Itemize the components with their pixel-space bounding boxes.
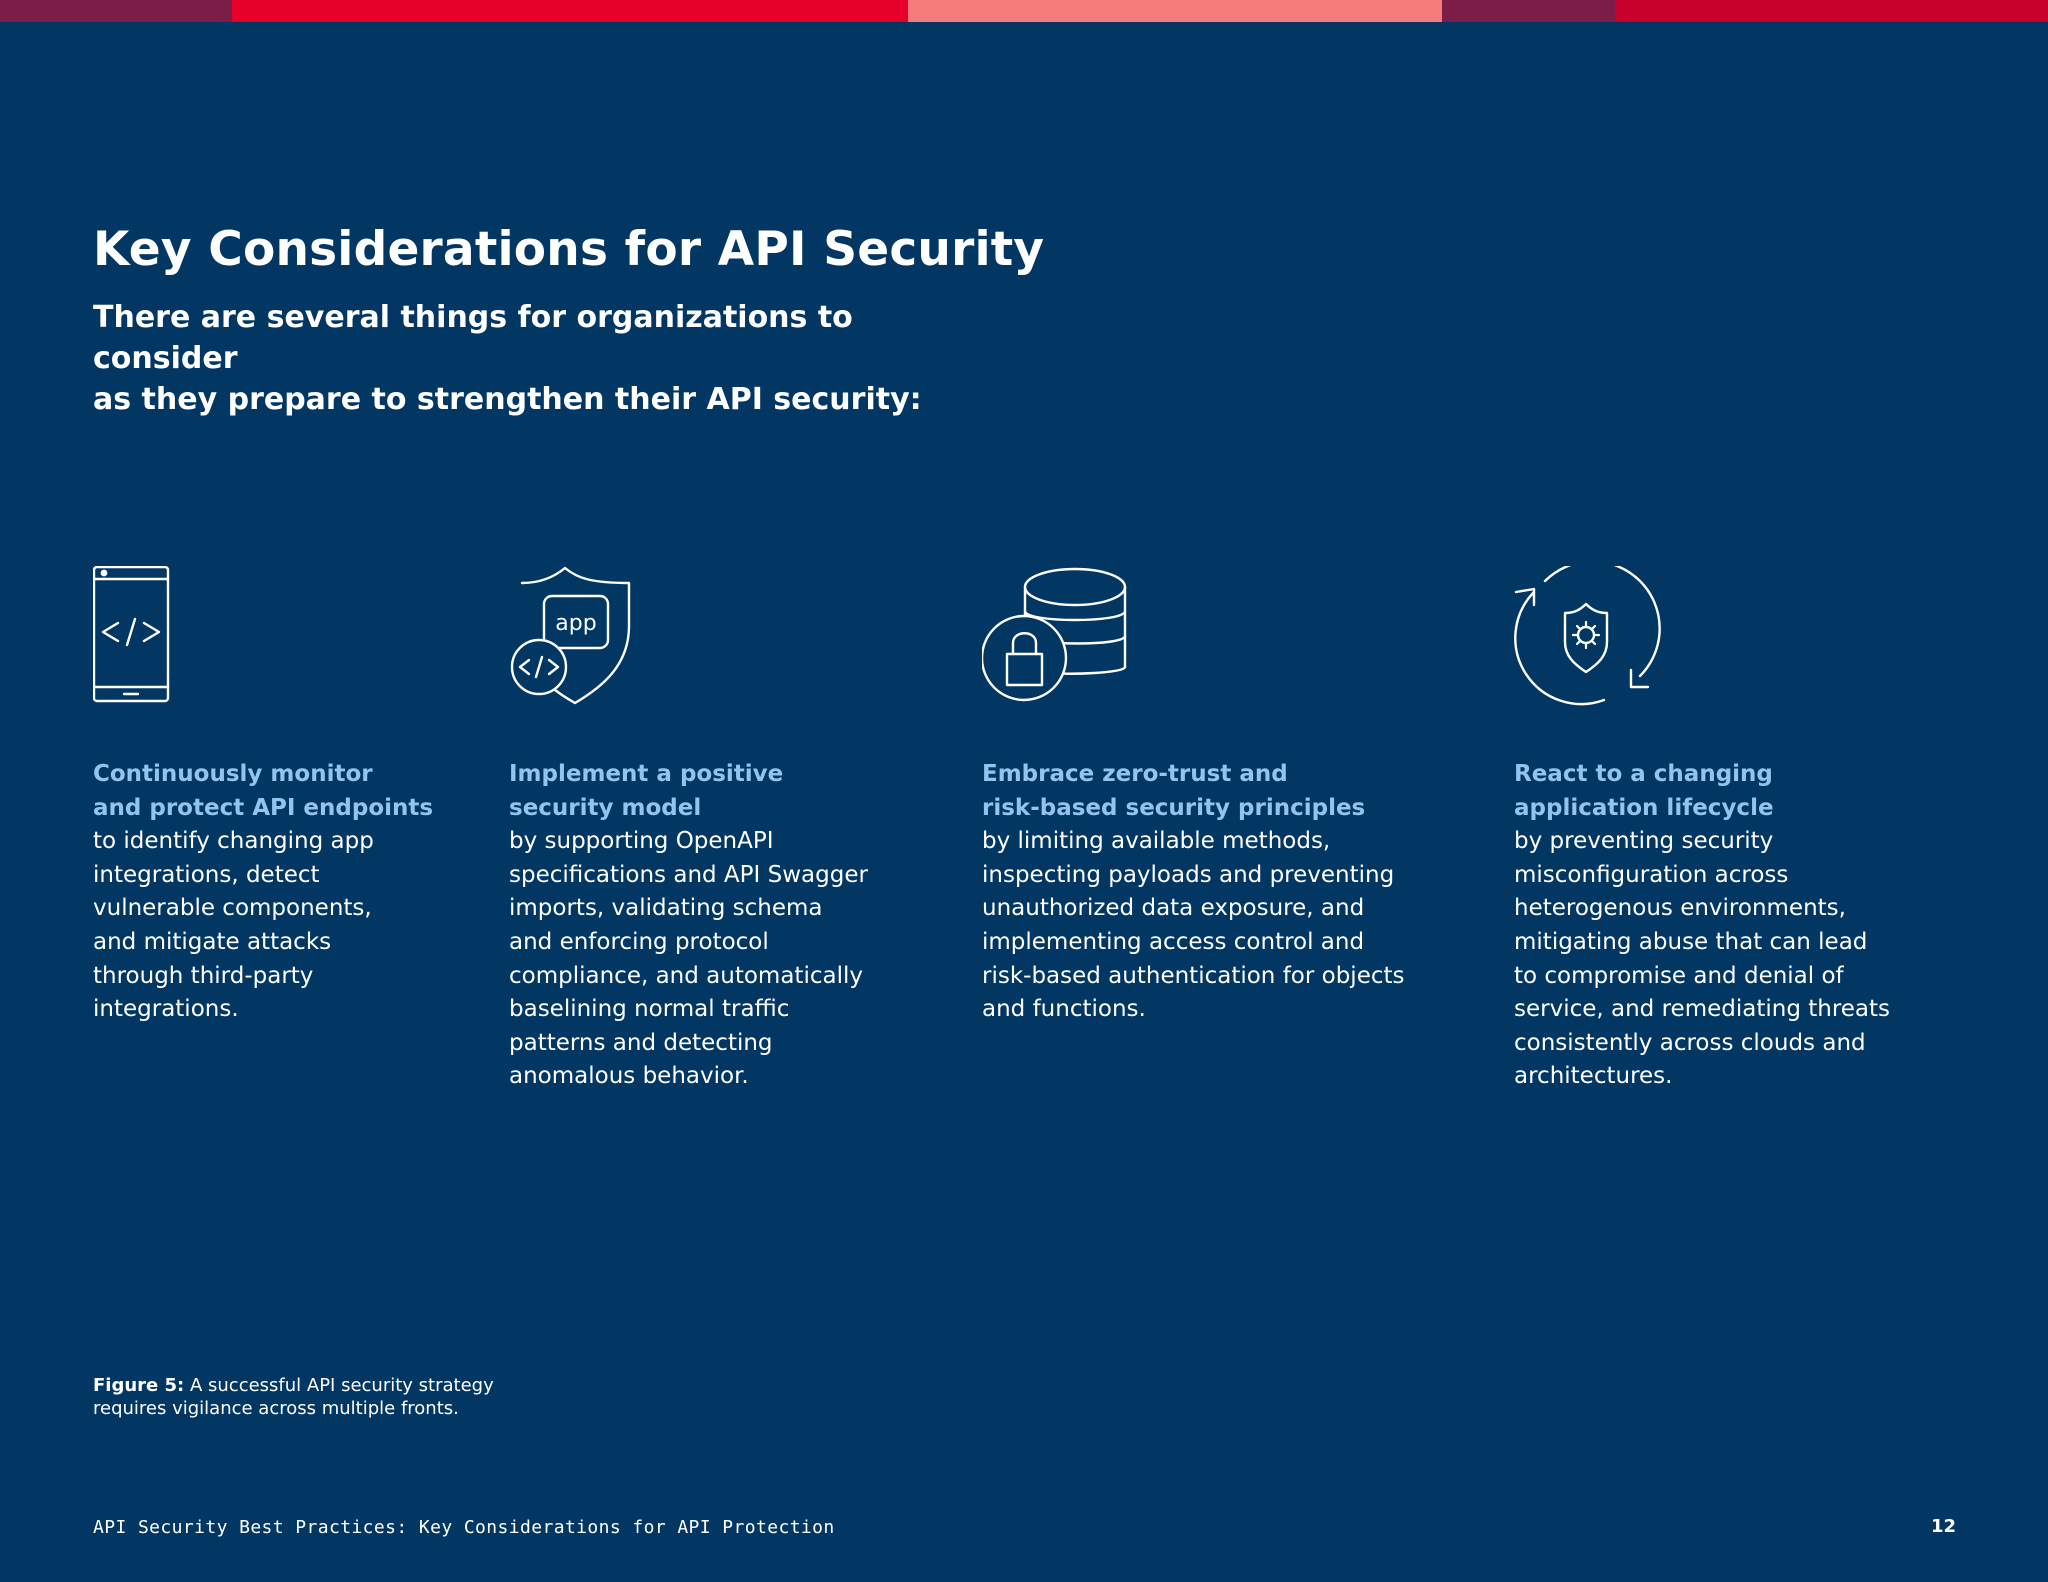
- heading-line: application lifecycle: [1514, 794, 1774, 821]
- body-line: integrations, detect: [93, 861, 320, 888]
- consideration-text: [93, 758, 433, 1027]
- body-line: anomalous behavior.: [509, 1063, 749, 1090]
- consideration-heading: [982, 758, 1405, 825]
- heading-line: security model: [509, 794, 702, 821]
- body-line: to compromise and denial of: [1514, 962, 1844, 989]
- body-line: service, and remediating threats: [1514, 996, 1891, 1023]
- consideration-column-monitor: [93, 566, 434, 1023]
- stripe-segment: [1442, 0, 1615, 22]
- body-line: by preventing security: [1514, 828, 1774, 855]
- consideration-column-zero-trust: [982, 566, 1405, 1023]
- figure-caption: [93, 1374, 494, 1420]
- top-color-stripe: [0, 0, 2048, 22]
- body-line: specifications and API Swagger: [509, 861, 868, 888]
- consideration-text: [1514, 758, 1890, 1094]
- body-line: and mitigate attacks: [93, 928, 332, 955]
- consideration-heading: [509, 758, 868, 825]
- consideration-body: [509, 825, 868, 1094]
- body-line: to identify changing app: [93, 828, 374, 855]
- heading-line: Implement a positive: [509, 761, 784, 787]
- caption-label: Figure 5:: [93, 1375, 185, 1396]
- caption-text: A successful API security strategy: [184, 1375, 494, 1396]
- consideration-column-lifecycle: [1514, 566, 1891, 1090]
- body-line: integrations.: [93, 996, 239, 1023]
- body-line: compliance, and automatically: [509, 962, 863, 989]
- stripe-segment: [1615, 0, 2048, 22]
- cycle-shield-gear-icon: [1514, 566, 1664, 706]
- stripe-segment: [0, 0, 232, 22]
- body-line: inspecting payloads and preventing: [982, 861, 1395, 888]
- page-subtitle: [93, 297, 993, 420]
- app-icon-text: app: [555, 611, 597, 636]
- body-line: imports, validating schema: [509, 895, 823, 922]
- body-line: mitigating abuse that can lead: [1514, 928, 1868, 955]
- subtitle-line: as they prepare to strengthen their API security:: [93, 382, 922, 417]
- body-line: misconfiguration across: [1514, 861, 1789, 888]
- body-line: architectures.: [1514, 1063, 1673, 1090]
- body-line: unauthorized data exposure, and: [982, 895, 1365, 922]
- consideration-body: [93, 825, 433, 1027]
- body-line: heterogenous environments,: [1514, 895, 1846, 922]
- mobile-code-icon: [93, 566, 243, 706]
- body-line: by supporting OpenAPI: [509, 828, 774, 855]
- subtitle-line: There are several things for organizations to consider: [93, 300, 853, 376]
- heading-line: React to a changing: [1514, 761, 1773, 787]
- stripe-segment: [908, 0, 1442, 22]
- body-line: baselining normal traffic: [509, 996, 790, 1023]
- app-shield-code-icon: [509, 566, 659, 706]
- consideration-heading: [93, 758, 433, 825]
- body-line: risk-based authentication for objects: [982, 962, 1405, 989]
- consideration-column-security-model: [509, 566, 868, 1090]
- consideration-text: [982, 758, 1405, 1027]
- body-line: and enforcing protocol: [509, 928, 769, 955]
- consideration-heading: [1514, 758, 1890, 825]
- database-lock-icon: [982, 566, 1132, 706]
- stripe-segment: [232, 0, 908, 22]
- consideration-body: [1514, 825, 1890, 1094]
- body-line: patterns and detecting: [509, 1029, 773, 1056]
- body-line: implementing access control and: [982, 928, 1365, 955]
- body-line: by limiting available methods,: [982, 828, 1331, 855]
- body-line: vulnerable components,: [93, 895, 372, 922]
- page-number: 12: [1930, 1516, 1956, 1537]
- heading-line: Embrace zero-trust and: [982, 761, 1288, 787]
- consideration-text: [509, 758, 868, 1094]
- caption-text: requires vigilance across multiple fronts.: [93, 1398, 459, 1419]
- heading-line: and protect API endpoints: [93, 794, 434, 821]
- page-title: Key Considerations for API Security: [93, 222, 1045, 277]
- heading-line: Continuously monitor: [93, 761, 373, 787]
- body-line: and functions.: [982, 996, 1146, 1023]
- body-line: through third-party: [93, 962, 314, 989]
- footer-document-title: API Security Best Practices: Key Considerations for API Protection: [93, 1517, 835, 1538]
- heading-line: risk-based security principles: [982, 794, 1366, 821]
- consideration-body: [982, 825, 1405, 1027]
- body-line: consistently across clouds and: [1514, 1029, 1866, 1056]
